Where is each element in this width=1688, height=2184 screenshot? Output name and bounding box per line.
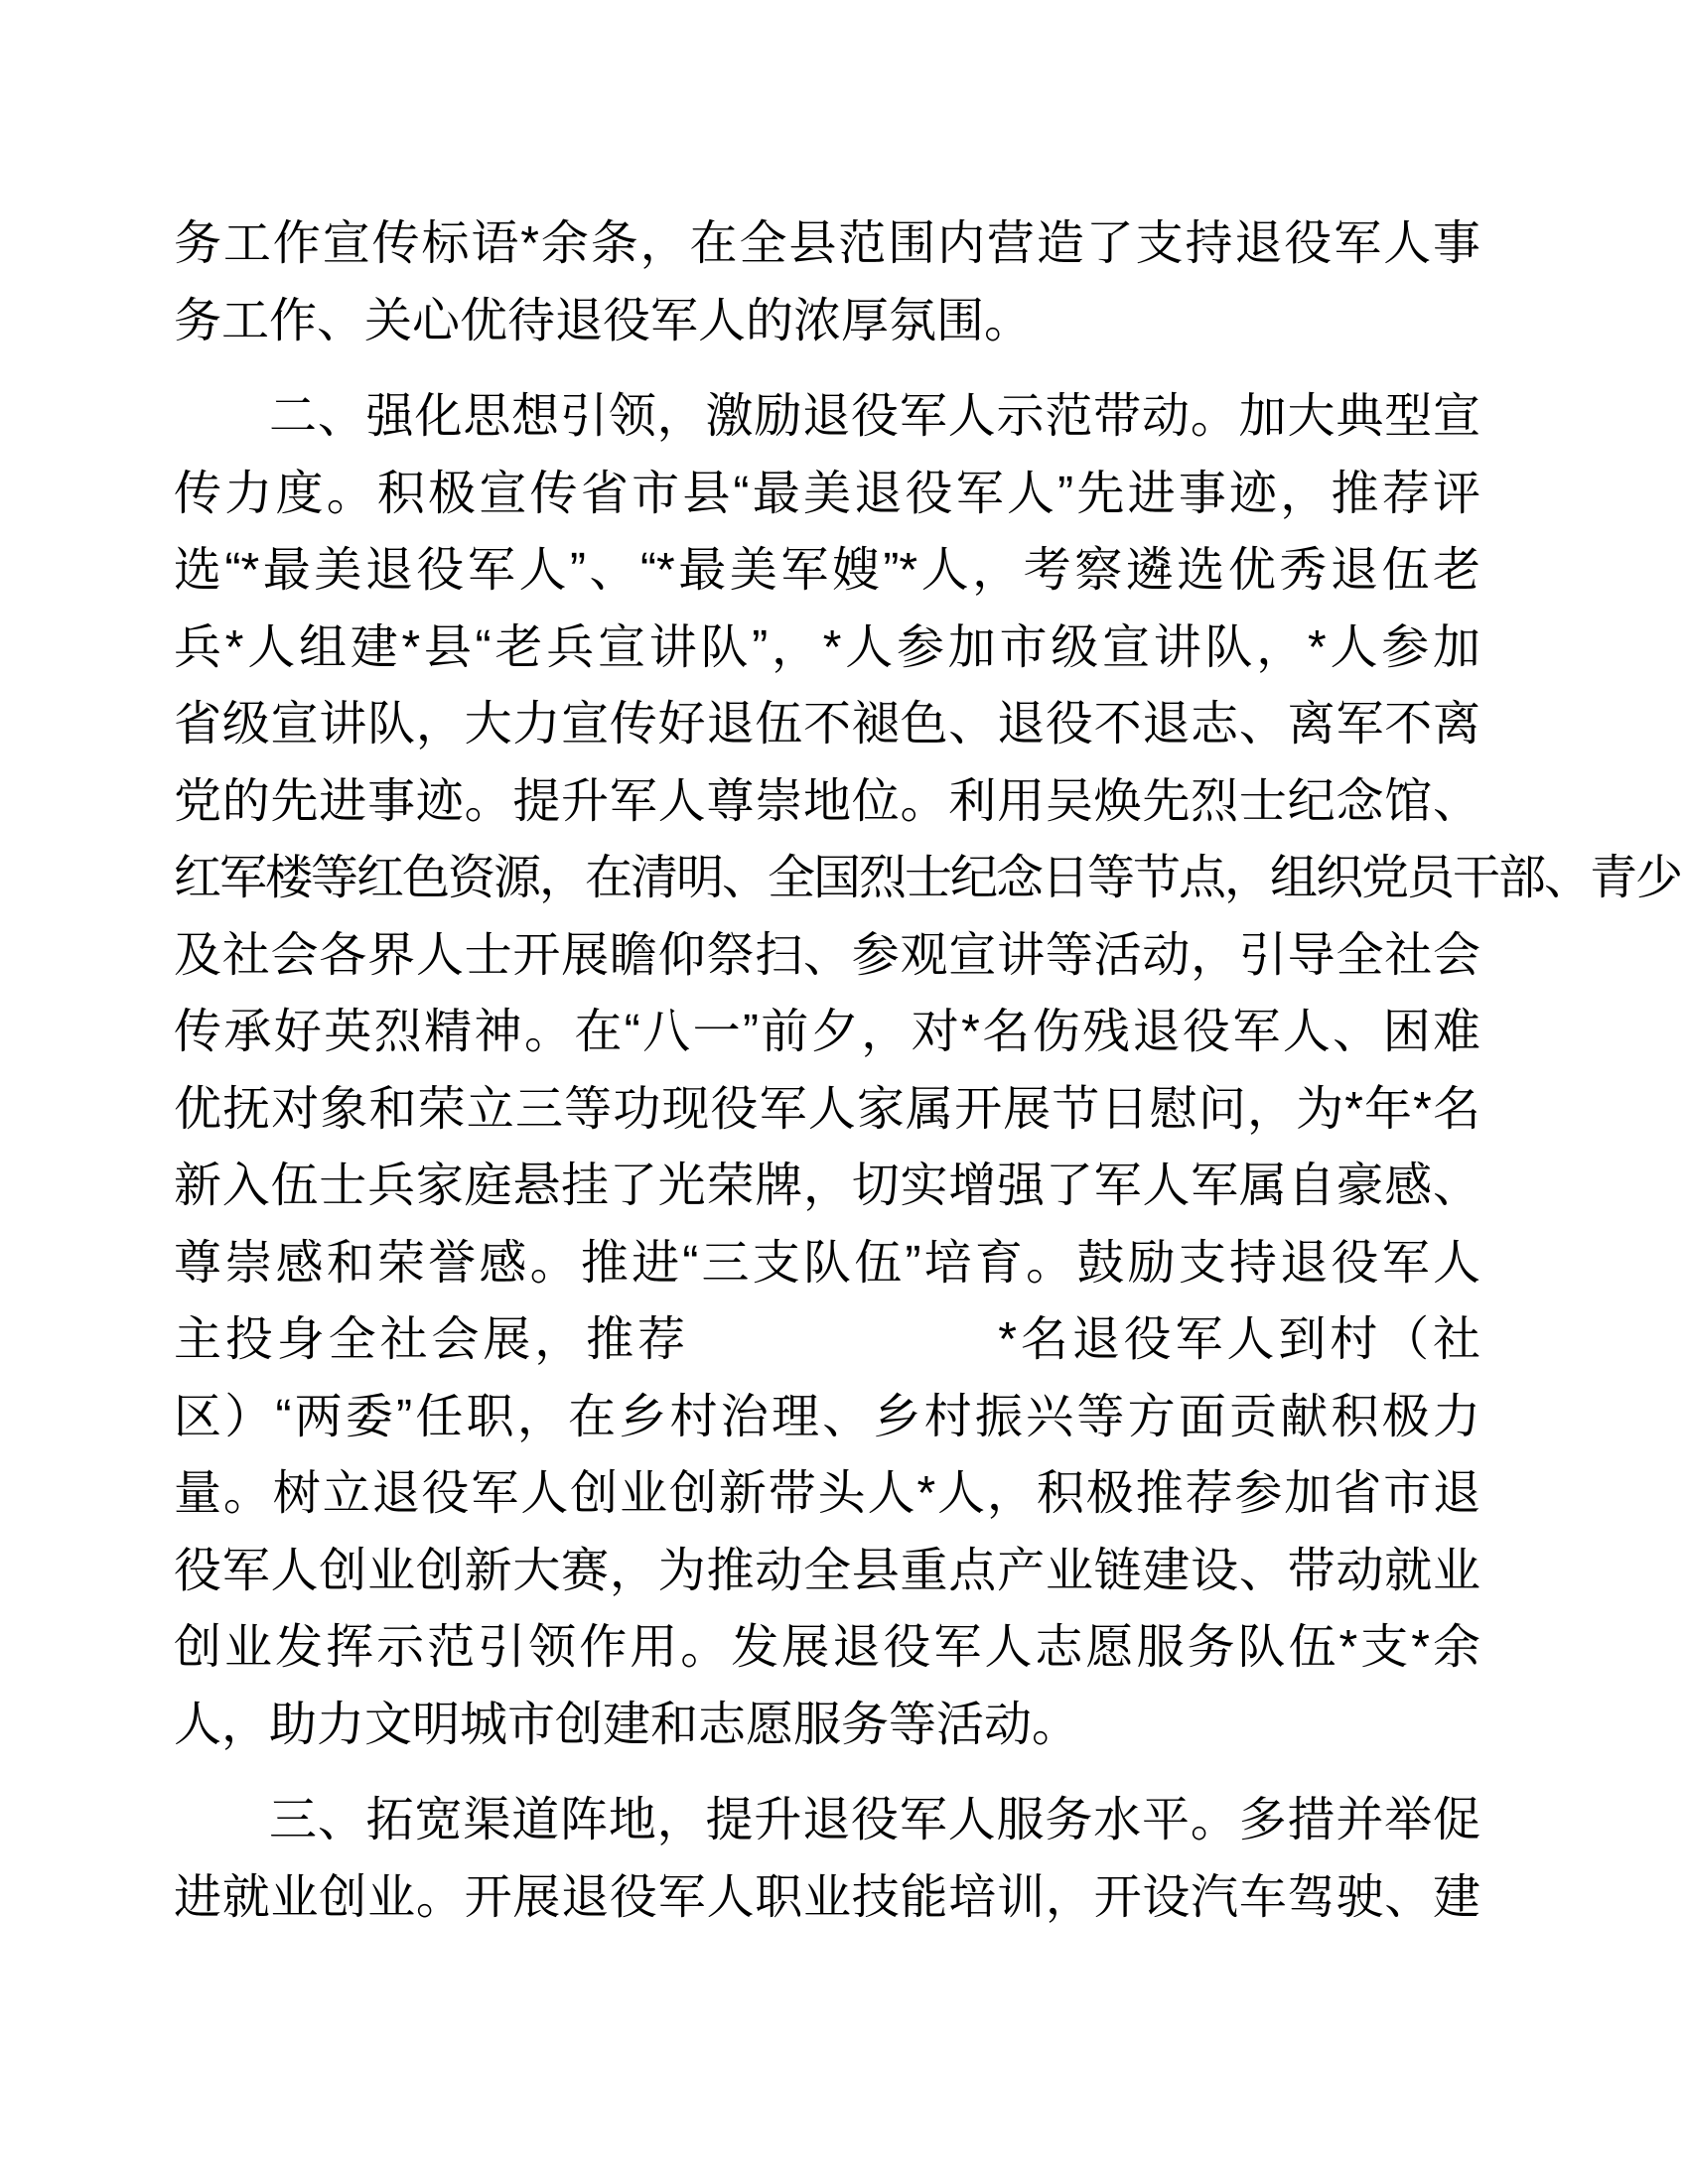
paragraph <box>174 378 1682 1763</box>
text-line: 传承好英烈精神。在“八一”前夕，对*名伤残退役军人、困难 <box>174 1006 1480 1058</box>
text-line: 役军人创业创新大赛，为推动全县重点产业链建设、带动就业 <box>174 1544 1480 1597</box>
text-line: 兵*人组建*县“老兵宣讲队”，*人参加市级宣讲队，*人参加 <box>174 620 1480 674</box>
text-line: 党的先进事迹。提升军人尊崇地位。利用吴焕先烈士纪念馆、 <box>174 774 1480 828</box>
text-line: 人，助力文明城市创建和志愿服务等活动。 <box>174 1698 1080 1751</box>
text-line: 进就业创业。开展退役军人职业技能培训，开设汽车驾驶、建 <box>174 1870 1480 1924</box>
text-line: 尊崇感和荣誉感。推进“三支队伍”培育。鼓励支持退役军人 <box>174 1236 1480 1290</box>
text-line: 新入伍士兵家庭悬挂了光荣牌，切实增强了军人军属自豪感、 <box>174 1160 1480 1212</box>
text-line: 务工作宣传标语*余条，在全县范围内营造了支持退役军人事 <box>174 217 1480 270</box>
text-line: 量。树立退役军人创业创新带头人*人，积极推荐参加省市退 <box>174 1467 1480 1520</box>
text-line: 省级宣讲队，大力宣传好退伍不褪色、退役不退志、离军不离 <box>174 698 1480 751</box>
paragraph <box>174 205 1480 359</box>
text-line: 传力度。积极宣传省市县“最美退役军人”先进事迹，推荐评 <box>174 467 1480 520</box>
text-line: 务工作、关心优待退役军人的浓厚氛围。 <box>174 294 1033 347</box>
text-line: 区）“两委”任职，在乡村治理、乡村振兴等方面贡献积极力 <box>174 1390 1480 1443</box>
text-line: 红军楼等红色资源，在清明、全国烈士纪念日等节点，组织党员干部、青少 <box>174 852 1682 904</box>
text-line: 主投身全社会展，推荐 *名退役军人到村（社 <box>174 1313 1480 1366</box>
text-line: 创业发挥示范引领作用。发展退役军人志愿服务队伍*支*余 <box>174 1621 1480 1674</box>
paragraph <box>174 1782 1480 1936</box>
text-line: 优抚对象和荣立三等功现役军人家属开展节日慰问，为*年*名 <box>174 1082 1480 1136</box>
document-body <box>174 205 1682 1936</box>
text-line: 选“*最美退役军人”、“*最美军嫂”*人，考察遴选优秀退伍老 <box>174 544 1480 597</box>
text-line: 三、拓宽渠道阵地，提升退役军人服务水平。多措并举促 <box>269 1794 1480 1846</box>
text-line: 二、强化思想引领，激励退役军人示范带动。加大典型宣 <box>269 390 1480 443</box>
text-line: 及社会各界人士开展瞻仰祭扫、参观宣讲等活动，引导全社会 <box>174 928 1480 982</box>
